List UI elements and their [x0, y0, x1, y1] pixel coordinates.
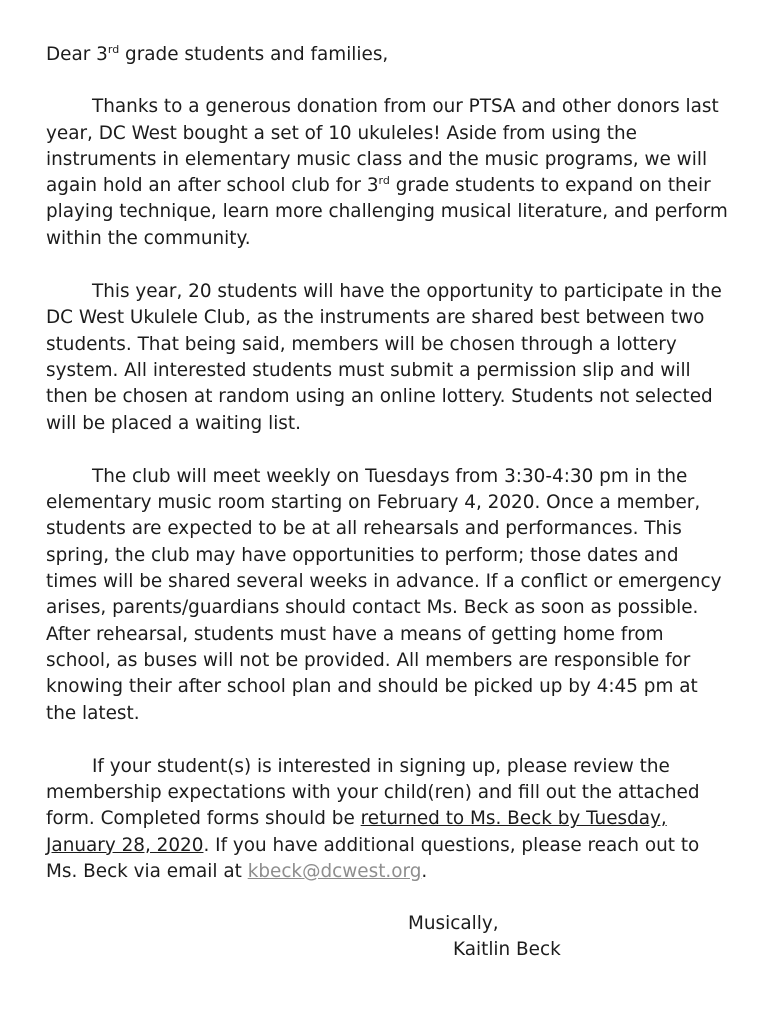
closing-text: Musically, — [408, 913, 499, 934]
paragraph-signup-text-mid: . If you have additional questions, please reach out to Ms. Beck via email at — [46, 834, 700, 883]
paragraph-signup — [46, 754, 730, 885]
paragraph-lottery: This year, 20 students will have the opportunity to participate in the DC West Ukulele Club, as the instruments are shared best between two students. That being said, members will be chosen through a lottery system. All interested students must submit a permission slip and will then be chosen at random using an online lottery. Students not selected will be placed a waiting list. — [46, 281, 722, 434]
email-link[interactable]: kbeck@dcwest.org — [247, 861, 422, 883]
letter-body — [46, 42, 730, 912]
paragraph-schedule: The club will meet weekly on Tuesdays from 3:30-4:30 pm in the elementary music room starting on February 4, 2020. Once a member, students are expected to be at all rehearsals and performances. This spring, the club may have opportunities to perform; those dates and times will be shared several weeks in advance. If a conflict or emergency arises, parents/guardians should contact Ms. Beck as soon as possible. After rehearsal, students must have a means of getting home from school, as buses will not be provided. All members are responsible for knowing their after school plan and should be picked up by 4:45 pm at the latest. — [46, 465, 722, 724]
paragraph-signup-text-end: . — [421, 861, 428, 883]
closing-block — [408, 911, 561, 963]
paragraph-donation-text-end: grade students to expand on their playing technique, learn more challenging musical literature, and perform within the community. — [46, 175, 728, 249]
signature-name: Kaitlin Beck — [453, 939, 561, 960]
salutation — [46, 42, 730, 68]
salutation-text-end: grade students and families, — [119, 44, 389, 65]
salutation-text: Dear 3 — [46, 44, 108, 65]
deadline-text: returned to Ms. Beck by Tuesday, January 28, 2020 — [46, 808, 667, 856]
ordinal-suffix: rd — [107, 43, 120, 56]
paragraph-signup-text: If your student(s) is interested in signing up, please review the membership expectations with your child(ren) and fill out the attached form. Completed forms should be — [46, 755, 700, 830]
paragraph-donation — [46, 94, 730, 252]
paragraph-donation-text: Thanks to a generous donation from our PTSA and other donors last year, DC West bought a set of 10 ukuleles! Aside from using the instruments in elementary music class and the music programs, we will again hold an after school club for 3 — [46, 96, 719, 197]
ordinal-suffix: rd — [378, 174, 390, 188]
